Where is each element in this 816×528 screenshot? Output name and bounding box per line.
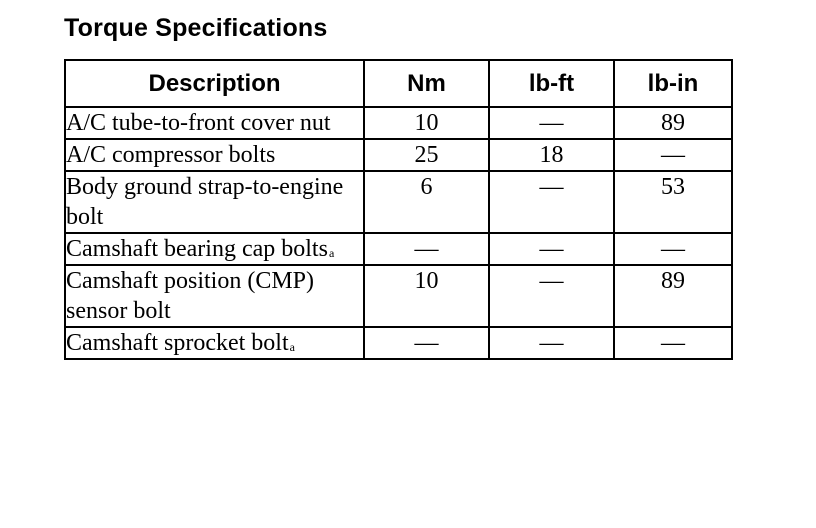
row-nm: 25: [364, 139, 489, 171]
torque-spec-table: [64, 59, 733, 360]
description-text: Body ground strap-to-engine bolt: [66, 174, 344, 230]
row-description: [65, 265, 364, 327]
footnote-marker: a: [289, 340, 295, 354]
description-text: Camshaft position (CMP) sensor bolt: [66, 268, 315, 324]
header-lb-ft: lb-ft: [489, 60, 614, 107]
header-description: Description: [65, 60, 364, 107]
row-lb-in: —: [614, 139, 732, 171]
table-row: [65, 139, 732, 171]
row-description: [65, 107, 364, 139]
description-text: A/C compressor bolts: [66, 142, 276, 168]
row-description: [65, 139, 364, 171]
row-lb-ft: —: [489, 233, 614, 265]
table-row: [65, 107, 732, 139]
description-text: Camshaft sprocket bolt: [66, 330, 289, 356]
row-nm: 6: [364, 171, 489, 233]
row-description: [65, 171, 364, 233]
row-description: [65, 327, 364, 359]
header-nm: Nm: [364, 60, 489, 107]
row-lb-ft: —: [489, 265, 614, 327]
row-lb-ft: —: [489, 107, 614, 139]
row-nm: 10: [364, 265, 489, 327]
row-lb-in: —: [614, 233, 732, 265]
table-header-row: [65, 60, 732, 107]
row-description: [65, 233, 364, 265]
footnote-marker: a: [328, 246, 335, 260]
row-nm: —: [364, 327, 489, 359]
row-lb-ft: —: [489, 327, 614, 359]
description-text: A/C tube-to-front cover nut: [66, 110, 331, 136]
row-lb-ft: —: [489, 171, 614, 233]
table-row: [65, 265, 732, 327]
row-lb-in: —: [614, 327, 732, 359]
page-title: Torque Specifications: [64, 14, 328, 42]
table-row: [65, 327, 732, 359]
row-nm: 10: [364, 107, 489, 139]
table-row: [65, 233, 732, 265]
row-lb-in: 89: [614, 107, 732, 139]
row-nm: —: [364, 233, 489, 265]
row-lb-in: 89: [614, 265, 732, 327]
header-lb-in: lb-in: [614, 60, 732, 107]
table-row: [65, 171, 732, 233]
description-text: Camshaft bearing cap bolts: [66, 236, 328, 262]
row-lb-in: 53: [614, 171, 732, 233]
row-lb-ft: 18: [489, 139, 614, 171]
